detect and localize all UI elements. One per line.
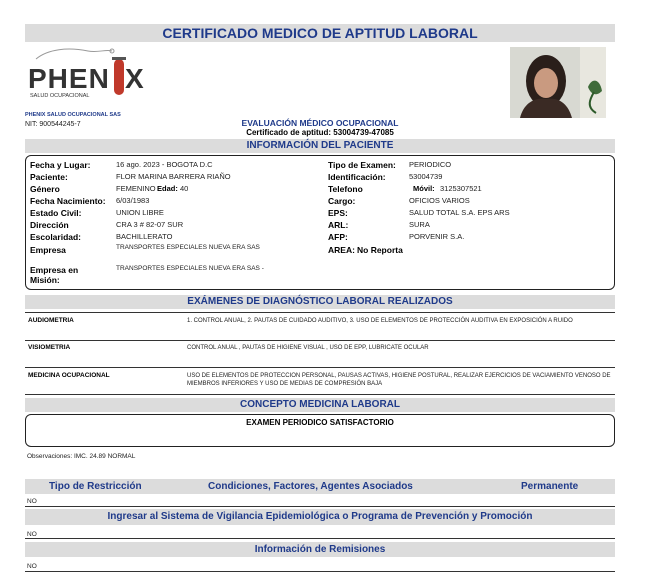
cargo-value: OFICIOS VARIOS [409, 196, 470, 205]
escolaridad-value: BACHILLERATO [116, 232, 173, 241]
direccion-value: CRA 3 # 82-07 SUR [116, 220, 184, 229]
exam-divider [25, 340, 615, 341]
identificacion-value: 53004739 [409, 172, 443, 181]
genero-label: Género [30, 184, 60, 194]
surveillance-value: NO [27, 531, 37, 538]
tipo-examen-value: PERIODICO [409, 160, 452, 169]
arl-label: ARL: [328, 220, 349, 230]
exam-detail: USO DE ELEMENTOS DE PROTECCION PERSONAL, PAUSAS ACTIVAS, HIGIENE POSTURAL, REALIZAR EJERCICIOS DE VACIAMIENTO VENOSO DE MIEMBROS INFERIORES Y USO DE MEDIAS DE COMPRESIÓN BAJA [187, 373, 611, 387]
surveillance-header: Ingresar al Sistema de Vigilancia Epidemiológica o Programa de Prevención y Promoción [25, 509, 615, 525]
page-title: CERTIFICADO MEDICO DE APTITUD LABORAL [25, 24, 615, 42]
logo-tagline: SALUD OCUPACIONAL [30, 93, 90, 99]
referrals-header: Información de Remisiones [25, 542, 615, 557]
area-value: No Reporta [357, 245, 403, 255]
patient-section-header: INFORMACIÓN DEL PACIENTE [25, 139, 615, 153]
logo-text-left: PHEN [28, 63, 110, 94]
restriction-type-header: Tipo de Restricción [49, 481, 142, 492]
exam-name: AUDIOMETRIA [28, 317, 74, 324]
edad-value: 40 [180, 184, 189, 193]
direccion-label: Dirección [30, 220, 69, 230]
referrals-divider [25, 571, 615, 572]
restriction-value: NO [27, 498, 37, 505]
afp-label: AFP: [328, 232, 348, 242]
movil-label: Móvil: [413, 184, 435, 193]
permanent-header: Permanente [521, 481, 579, 492]
empresa-value: TRANSPORTES ESPECIALES NUEVA ERA SAS [116, 244, 260, 251]
telefono-label: Telefono [328, 184, 363, 194]
exam-name: VISIOMETRIA [28, 344, 71, 351]
eps-label: EPS: [328, 208, 348, 218]
area-label: AREA: [328, 245, 355, 255]
paciente-label: Paciente: [30, 172, 68, 182]
arl-value: SURA [409, 220, 430, 229]
eps-value: SALUD TOTAL S.A. EPS ARS [409, 208, 510, 217]
paciente-value: FLOR MARINA BARRERA RIAÑO [116, 172, 231, 181]
evaluation-title: EVALUACIÓN MÉDICO OCUPACIONAL [241, 118, 399, 128]
patient-photo [510, 47, 606, 118]
exam-divider [25, 394, 615, 395]
cargo-label: Cargo: [328, 196, 356, 206]
movil-value: 3125307521 [440, 184, 482, 193]
certificate-number: Certificado de aptitud: 53004739-47085 [246, 128, 394, 137]
logo-text-right: X [125, 63, 144, 94]
referrals-value: NO [27, 563, 37, 570]
escolaridad-label: Escolaridad: [30, 232, 82, 242]
empresa-mision-value: TRANSPORTES ESPECIALES NUEVA ERA SAS - [116, 265, 264, 272]
restriction-divider [25, 506, 615, 507]
concept-section-header: CONCEPTO MEDICINA LABORAL [25, 398, 615, 412]
afp-value: PORVENIR S.A. [409, 232, 465, 241]
exam-detail: CONTROL ANUAL , PAUTAS DE HIGIENE VISUAL , USO DE EPP, LUBRICATE OCULAR [187, 345, 429, 351]
edad-label: Edad: [157, 184, 178, 193]
tipo-examen-label: Tipo de Examen: [328, 160, 396, 170]
company-logo [28, 45, 153, 105]
exam-divider [25, 367, 615, 368]
estado-civil-value: UNION LIBRE [116, 208, 164, 217]
company-name: PHENIX SALUD OCUPACIONAL SAS [25, 112, 121, 118]
fecha-lugar-value: 16 ago. 2023 - BOGOTA D.C [116, 160, 213, 169]
identificacion-label: Identificación: [328, 172, 386, 182]
exam-detail: 1. CONTROL ANUAL, 2. PAUTAS DE CUIDADO AUDITIVO, 3. USO DE ELEMENTOS DE PROTECCIÓN AUDITIVA EN EXPOSICIÓN A RUIDO [187, 318, 573, 324]
surveillance-divider [25, 538, 615, 539]
estado-civil-label: Estado Civil: [30, 208, 82, 218]
genero-value: FEMENINO [116, 184, 156, 193]
exams-section-header: EXÁMENES DE DIAGNÓSTICO LABORAL REALIZADOS [25, 295, 615, 309]
conditions-header: Condiciones, Factores, Agentes Asociados [208, 481, 413, 492]
company-nit: NIT: 900544245-7 [25, 121, 81, 128]
patient-info-box [25, 155, 615, 290]
observations: Observaciones: IMC. 24.89 NORMAL [27, 453, 136, 460]
exam-name: MEDICINA OCUPACIONAL [28, 372, 110, 379]
exams-top-divider [25, 312, 615, 313]
fecha-lugar-label: Fecha y Lugar: [30, 160, 91, 170]
empresa-label: Empresa [30, 245, 66, 255]
fecha-nacimiento-label: Fecha Nacimiento: [30, 196, 106, 206]
empresa-mision-label: Empresa en Misión: [30, 265, 79, 285]
fecha-nacimiento-value: 6/03/1983 [116, 196, 150, 205]
concept-result: EXAMEN PERIODICO SATISFACTORIO [246, 418, 394, 427]
